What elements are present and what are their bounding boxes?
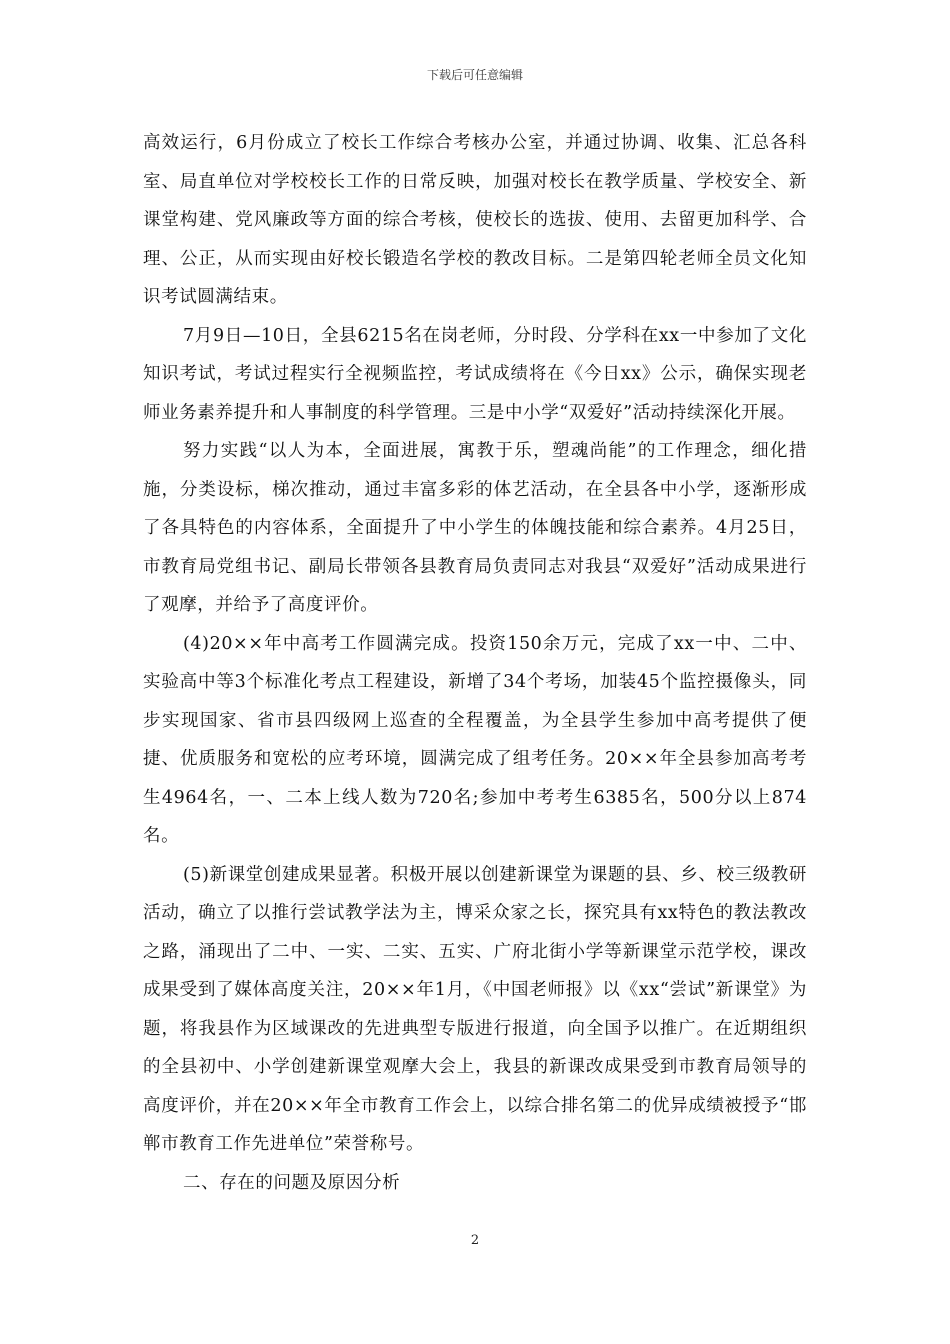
section-heading: 二、存在的问题及原因分析 [183, 1172, 401, 1193]
paragraph-4: (4)20××年中高考工作圆满完成。投资150余万元，完成了xx一中、二中、实验高中等3个标准化考点工程建设，新增了34个考场，加装45个监控摄像头，同步实现国家、省市县四级网上巡查的全程覆盖，为全县学生参加中高考提供了便捷、优质服务和宽松的应考环境，圆满完成了组考任务。20××年全县参加高考考生4964名，一、二本上线人数为720名;参加中考考生6385名，500分以上874名。 [143, 633, 807, 846]
paragraph-3: 努力实践“以人为本，全面进展，寓教于乐，塑魂尚能”的工作理念，细化措施，分类设标，梯次推动，通过丰富多彩的体艺活动，在全县各中小学，逐渐形成了各具特色的内容体系，全面提升了中小学生的体魄技能和综合素养。4月25日，市教育局党组书记、副局长带领各县教育局负责同志对我县“双爱好”活动成果进行了观摩，并给予了高度评价。 [143, 441, 807, 615]
paragraph-5: (5)新课堂创建成果显著。积极开展以创建新课堂为课题的县、乡、校三级教研活动，确立了以推行尝试教学法为主，博采众家之长，探究具有xx特色的教法教改之路，涌现出了二中、一实、二实、五实、广府北街小学等新课堂示范学校，课改成果受到了媒体高度关注，20××年1月，《中国老师报》以《xx“尝试”新课堂》为题，将我县作为区域课改的先进典型专版进行报道，向全国予以推广。在近期组织的全县初中、小学创建新课堂观摩大会上，我县的新课改成果受到市教育局领导的高度评价，并在20××年全市教育工作会上，以综合排名第二的优异成绩被授予“邯郸市教育工作先进单位”荣誉称号。 [143, 864, 807, 1154]
document-body [143, 124, 807, 1202]
page-number: 2 [470, 1233, 480, 1248]
page-header: 下载后可任意编辑 [426, 68, 523, 82]
paragraph-1: 高效运行，6月份成立了校长工作综合考核办公室，并通过协调、收集、汇总各科室、局直单位对学校校长工作的日常反映，加强对校长在教学质量、学校安全、新课堂构建、党风廉政等方面的综合考核，使校长的选拔、使用、去留更加科学、合理、公正，从而实现由好校长锻造名学校的教改目标。二是第四轮老师全员文化知识考试圆满结束。 [143, 133, 807, 307]
paragraph-2: 7月9日—10日，全县6215名在岗老师，分时段、分学科在xx一中参加了文化知识考试，考试过程实行全视频监控，考试成绩将在《今日xx》公示，确保实现老师业务素养提升和人事制度的科学管理。三是中小学“双爱好”活动持续深化开展。 [143, 325, 807, 423]
